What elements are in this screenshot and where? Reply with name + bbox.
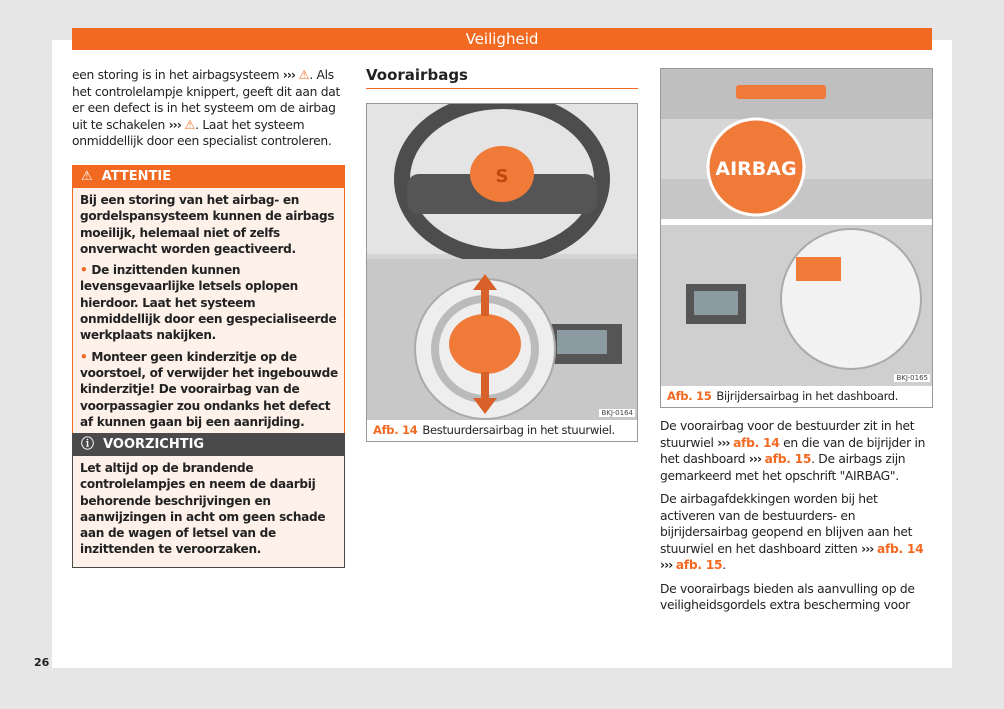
text: De voorairbag voor de bestuurder zit in het stuurwiel: [660, 419, 915, 450]
bullet-text: Monteer geen kinderzitje op de voorstoel, of verwijder het ingebouwde kinderzitje! De voorairbag van de voorpassagier zou ondanks het defect af kunnen gaan bij een aanrijding.: [80, 349, 338, 429]
figure-14: [366, 103, 638, 442]
voorzichtig-title: VOORZICHTIG: [103, 437, 205, 452]
text: en die van de bijrijder in het dashboard: [660, 435, 926, 466]
svg-text:S: S: [495, 166, 509, 187]
warning-icon: ⚠: [184, 117, 196, 132]
figure-link-14[interactable]: afb. 14: [876, 541, 924, 556]
warning-icon: ⚠: [298, 68, 310, 82]
voorzichtig-box: [72, 433, 345, 568]
figure-15: [660, 68, 933, 408]
figure-caption: [367, 420, 637, 440]
ref-arrows: ›››: [282, 68, 295, 82]
attentie-box: [72, 165, 345, 440]
attentie-title: ATTENTIE: [101, 169, 172, 184]
chapter-header: Veiligheid: [72, 28, 932, 50]
figure-link-15[interactable]: afb. 15: [764, 452, 812, 466]
body-paragraph: De airbagafdekkingen worden bij het activeren van de bestuurders- en bijrijdersairbag geopend en blijven aan het stuurwiel en het dashboard zitten ››› afb. 14 ››› afb. 15.: [660, 492, 924, 572]
body-text: [660, 418, 934, 621]
attentie-text: Bij een storing van het airbag- en gordelspansysteem kunnen de airbags moeilijk, helemaal niet of zelfs onverwacht worden geactiveerd.: [80, 193, 335, 256]
intro-text: . Als het controlelampje knippert, geeft dit aan dat er een defect is in het systeem om de airbag uit te schakelen: [72, 68, 340, 132]
voorzichtig-text: Let altijd op de brandende controlelampjes en neem de daarbij behorende beschrijvingen en aanwijzingen in acht om geen schade aan de wagen of letsel van de inzittenden te veroorzaken.: [80, 461, 326, 557]
ref-arrows: ›››: [861, 541, 874, 556]
figure-caption: [661, 386, 932, 406]
ref-arrows: ›››: [717, 435, 730, 450]
caution-icon: ⓘ: [81, 437, 95, 452]
figure-code: BKJ-0164: [601, 409, 633, 417]
figure-link-15[interactable]: afb. 15: [675, 558, 723, 572]
steering-wheel-illustration: [367, 104, 637, 420]
figure-code: BKJ-0165: [896, 374, 928, 382]
page-number: 26: [34, 656, 50, 669]
text: . De airbags zijn gemarkeerd met het opschrift "AIRBAG".: [660, 452, 906, 483]
caption-text: Bijrijdersairbag in het dashboard.: [716, 389, 899, 403]
figure-link-14[interactable]: afb. 14: [733, 435, 780, 450]
text: De airbagafdekkingen worden bij het activeren van de bestuurders- en bijrijdersairbag geopend en blijven aan het stuurwiel en het dashboard zitten: [660, 492, 913, 556]
body-paragraph: De voorairbags bieden als aanvulling op de veiligheidsgordels extra bescherming voor: [660, 581, 915, 612]
figure-label: Afb. 14: [373, 423, 418, 437]
attentie-bullet: • De inzittenden kunnen levensgevaarlijke letsels oplopen hierdoor. Laat het systeem onmiddellijk door een gespecialiseerde werkplaats nakijken.: [80, 263, 337, 343]
body-paragraph: [660, 418, 934, 484]
intro-text: een storing is in het airbagsysteem: [72, 68, 280, 82]
attentie-header: [73, 166, 344, 188]
ref-arrows: ›››: [168, 117, 181, 132]
intro-text: . Laat het systeem onmiddellijk door een specialist controleren.: [72, 117, 332, 148]
voorzichtig-header: [73, 434, 344, 456]
warning-icon: ⚠: [81, 169, 93, 184]
caption-text: Bestuurdersairbag in het stuurwiel.: [422, 423, 615, 437]
section-title: Voorairbags: [366, 66, 638, 89]
bullet-text: De inzittenden kunnen levensgevaarlijke letsels oplopen hierdoor. Laat het systeem onmiddellijk door een gespecialiseerde werkplaats nakijken.: [80, 263, 337, 343]
figure-label: Afb. 15: [667, 389, 712, 403]
ref-arrows: ›››: [660, 558, 673, 572]
ref-arrows: ›››: [748, 452, 762, 466]
attentie-bullet: • Monteer geen kinderzitje op de voorstoel, of verwijder het ingebouwde kinderzitje! De voorairbag van de voorpassagier zou ondanks het defect af kunnen gaan bij een aanrijding.: [80, 349, 338, 429]
intro-paragraph: [72, 67, 344, 150]
dashboard-airbag-illustration: [661, 69, 932, 386]
airbag-label: AIRBAG: [715, 158, 797, 180]
